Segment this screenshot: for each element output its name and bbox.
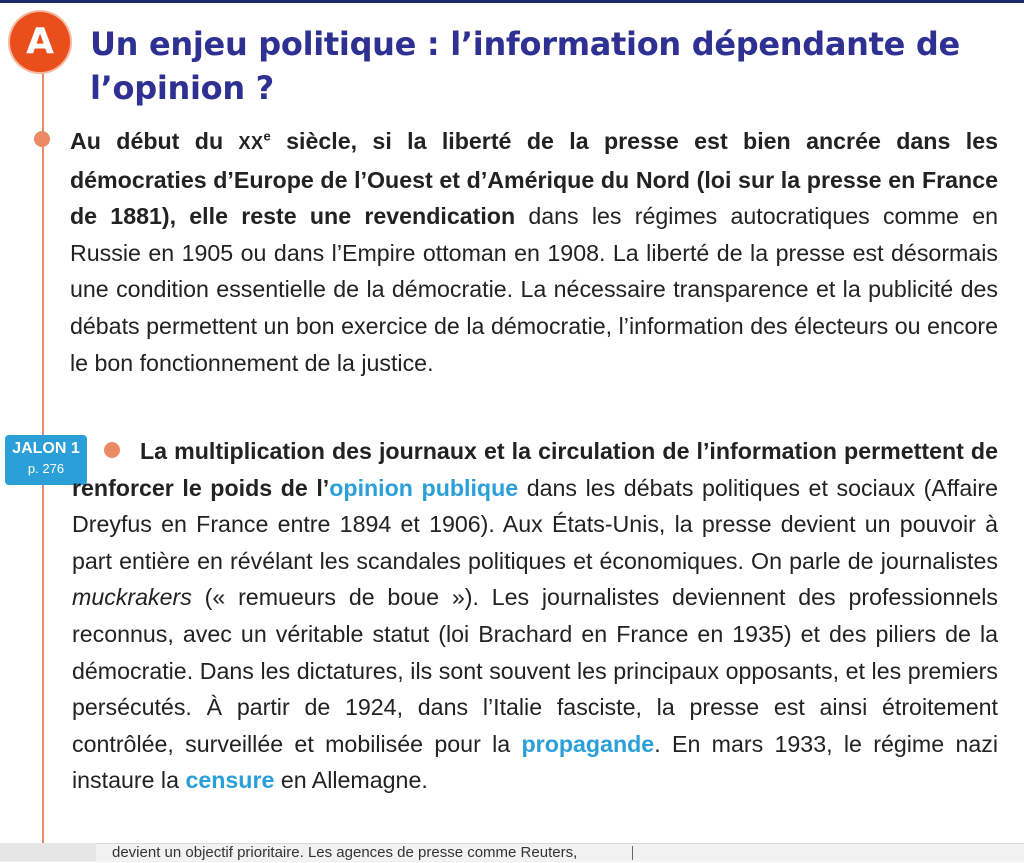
paragraph-2 [72, 433, 998, 799]
p1-bold-2: siècle, si la liberté de la presse est bien ancrée dans les démocraties d’Europe de l’Ouest et d’Amérique du Nord (loi sur la presse en France de 1881), elle reste une revendication [70, 128, 998, 230]
jalon-page-ref: p. 276 [27, 461, 65, 476]
p2-text-1: dans les débats politiques et sociaux (Affaire Dreyfus en France entre 1894 et 1906). Aux États-Unis, la presse devient un pouvoir à part entière en révélant les scandales politiques et économiques. On parle de journalistes [72, 474, 998, 574]
top-border [0, 0, 1024, 3]
century-suffix: e [263, 128, 271, 144]
p2-text-3: . En mars 1933, le régime nazi instaure la [72, 730, 998, 794]
italic-muckrakers: muckrakers [72, 584, 192, 611]
section-badge: A [10, 12, 70, 72]
bullet-icon [34, 131, 50, 147]
page-edge [0, 843, 96, 861]
century-roman: XX [238, 133, 264, 153]
paragraph-1 [70, 123, 998, 381]
p2-text-4: en Allemagne. [274, 767, 428, 794]
keyword-opinion-publique[interactable]: opinion publique [329, 474, 519, 501]
keyword-propagande[interactable]: propagande [521, 730, 655, 757]
p1-bold-1: Au début du [70, 128, 239, 154]
p2-text-2: (« remueurs de boue »). Les journalistes deviennent des professionnels reconnus, avec un véritable statut (loi Brachard en France en 1935) et des piliers de la démocratie. Dans les dictatures, ils sont souvent les principaux opposants, et les premiers persécutés. À partir de 1924, dans l’Italie fasciste, la presse est ainsi étroitement contrôlée, surveillée et mobilisée pour la [72, 584, 998, 757]
jalon-label: JALON 1 [12, 440, 80, 457]
p1-text: dans les régimes autocratiques comme en Russie en 1905 ou dans l’Empire ottoman en 1908. La liberté de la presse est désormais une condition essentielle de la démocratie. La nécessaire transparence et la publicité des débats permettent un bon exercice de la démocratie, l’information des électeurs ou encore le bon fonctionnement de la justice. [70, 203, 998, 376]
cutoff-text: devient un objectif prioritaire. Les agences de presse comme Reuters, [112, 844, 578, 861]
p2-bold: La multiplication des journaux et la circulation de l’information permettent de renforcer le poids de l’ [72, 438, 998, 501]
column-divider [632, 846, 633, 860]
section-title: Un enjeu politique : l’information dépendante de l’opinion ? [90, 25, 960, 107]
keyword-censure[interactable]: censure [185, 767, 275, 794]
